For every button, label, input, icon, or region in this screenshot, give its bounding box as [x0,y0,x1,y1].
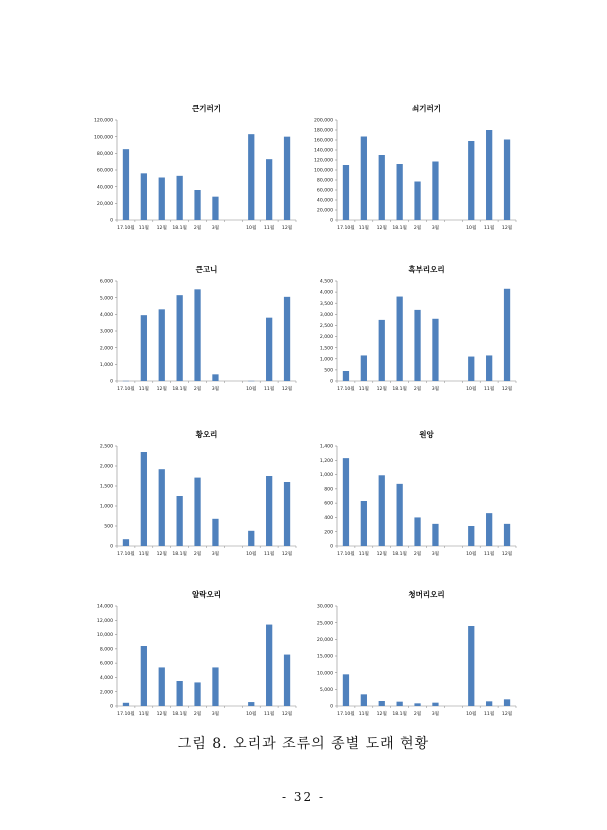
x-tick-label: 3월 [431,387,440,392]
x-tick-label: 11월 [138,552,149,557]
chart-title: 쇠기러기 [412,104,441,113]
bar [194,682,200,706]
bar [159,178,165,221]
y-tick-label: 100,000 [94,135,113,141]
y-tick-label: 1,000 [99,504,113,510]
y-tick-label: 1,000 [319,357,333,363]
bar [266,625,272,706]
chart-8 [317,589,516,717]
x-tick-label: 12월 [281,226,293,231]
bar [432,703,438,706]
y-tick-label: 25,000 [316,621,333,627]
chart-title: 큰기러기 [192,104,221,113]
y-tick-label: 6,000 [99,279,113,285]
bar [159,309,165,381]
x-tick-label: 12월 [501,712,513,717]
x-tick-label: 11월 [264,552,275,557]
bar [141,315,147,381]
bar [141,173,147,220]
x-tick-label: 11월 [484,552,495,557]
bar [397,164,403,220]
bar [343,165,349,220]
y-tick-label: 1,000 [99,362,113,368]
x-tick-label: 18.1월 [392,712,407,717]
y-tick-label: 8,000 [99,647,113,653]
x-tick-label: 11월 [358,712,369,717]
y-tick-label: 20,000 [96,201,113,207]
y-tick-label: 120,000 [314,158,333,164]
x-tick-label: 12월 [156,552,167,557]
bar [248,702,254,706]
bar [141,646,147,706]
chart-title: 알락오리 [192,590,221,599]
bar [361,355,367,381]
x-tick-label: 11월 [138,226,149,231]
x-tick-label: 12월 [281,387,293,392]
y-tick-label: 6,000 [99,661,113,667]
x-tick-label: 17.10월 [117,712,135,717]
bar [468,526,474,546]
x-tick-label: 12월 [281,552,293,557]
x-tick-label: 18.1월 [392,552,407,557]
y-tick-label: 80,000 [96,151,113,157]
bar [414,182,420,221]
x-tick-label: 11월 [484,387,495,392]
x-tick-label: 10월 [246,387,257,392]
x-tick-label: 3월 [211,552,220,557]
x-tick-label: 18.1월 [172,387,187,392]
x-tick-label: 12월 [156,387,167,392]
y-tick-label: 120,000 [94,118,113,124]
y-tick-label: 5,000 [319,687,333,693]
bar [212,374,218,381]
bar [177,295,183,381]
x-tick-label: 2월 [413,226,422,231]
bar [397,484,403,546]
bar [414,310,420,381]
y-tick-label: 0 [110,379,113,385]
y-tick-label: 0 [110,704,113,710]
x-tick-label: 3월 [211,387,220,392]
y-tick-label: 15,000 [316,654,333,660]
bar [361,501,367,546]
bar [343,674,349,706]
y-tick-label: 10,000 [316,671,333,677]
x-tick-label: 12월 [501,226,513,231]
bar [432,319,438,381]
bar [486,130,492,220]
x-tick-label: 18.1월 [172,712,187,717]
y-tick-label: 140,000 [314,148,333,154]
page-number: - 32 - [281,790,325,804]
y-tick-label: 14,000 [96,604,113,610]
y-tick-label: 0 [330,379,333,385]
bar [468,141,474,220]
x-tick-label: 10월 [246,712,257,717]
bar [397,702,403,706]
y-tick-label: 10,000 [96,633,113,639]
x-tick-label: 11월 [358,387,369,392]
bar [361,137,367,221]
y-tick-label: 0 [330,218,333,224]
bar [266,318,272,381]
chart-5 [100,429,296,557]
x-tick-label: 10월 [466,226,477,231]
y-tick-label: 400 [324,516,333,522]
x-tick-label: 12월 [376,552,387,557]
x-tick-label: 11월 [358,226,369,231]
x-tick-label: 3월 [431,226,440,231]
bar [486,355,492,381]
bar [159,469,165,546]
y-tick-label: 180,000 [314,128,333,134]
y-tick-label: 20,000 [316,637,333,643]
x-tick-label: 2월 [193,712,202,717]
y-tick-label: 5,000 [99,296,113,302]
x-tick-label: 11월 [264,712,275,717]
y-tick-label: 2,500 [99,444,113,450]
x-tick-label: 17.10월 [337,226,355,231]
x-tick-label: 12월 [376,712,387,717]
y-tick-label: 100,000 [314,168,333,174]
x-tick-label: 11월 [138,712,149,717]
x-tick-label: 2월 [193,387,202,392]
bar [432,524,438,546]
x-tick-label: 12월 [156,226,167,231]
x-tick-label: 10월 [246,226,257,231]
bar [141,452,147,546]
x-tick-label: 11월 [264,226,275,231]
x-tick-label: 10월 [246,552,257,557]
y-tick-label: 200 [324,530,333,536]
chart-title: 황오리 [195,430,218,439]
bar [248,531,254,546]
bar [343,371,349,381]
bar [123,539,129,546]
bar [343,458,349,546]
x-tick-label: 17.10월 [337,712,355,717]
x-tick-label: 11월 [484,712,495,717]
chart-title: 청머리오리 [408,590,445,599]
x-tick-label: 17.10월 [117,552,135,557]
y-tick-label: 1,200 [319,458,333,464]
bar [432,162,438,221]
y-tick-label: 60,000 [96,168,113,174]
y-tick-label: 4,500 [319,279,333,285]
bar [248,134,254,220]
y-tick-label: 1,400 [319,444,333,450]
bar [159,667,165,706]
x-tick-label: 2월 [413,712,422,717]
x-tick-label: 18.1월 [392,387,407,392]
x-tick-label: 12월 [501,552,513,557]
bar [266,159,272,220]
y-tick-label: 20,000 [316,208,333,214]
y-tick-label: 1,000 [319,473,333,479]
bar [414,517,420,546]
bar [468,626,474,706]
y-tick-label: 40,000 [96,185,113,191]
bar [468,357,474,381]
bar [284,137,290,220]
bar [361,694,367,706]
bar [194,478,200,546]
y-tick-label: 600 [324,501,333,507]
x-tick-label: 3월 [211,226,220,231]
bar [284,482,290,546]
bar [212,667,218,706]
y-tick-label: 800 [324,487,333,493]
y-tick-label: 1,500 [99,484,113,490]
bar [123,149,129,220]
bar [504,699,510,706]
chart-1 [94,103,296,231]
x-tick-label: 11월 [484,226,495,231]
bar [414,703,420,706]
y-tick-label: 12,000 [96,618,113,624]
x-tick-label: 17.10월 [337,387,355,392]
x-tick-label: 10월 [466,712,477,717]
y-tick-label: 2,000 [319,335,333,341]
chart-7 [97,589,296,717]
y-tick-label: 0 [110,544,113,550]
y-tick-label: 3,500 [319,301,333,307]
bar [486,513,492,546]
y-tick-label: 4,000 [99,312,113,318]
chart-6 [320,429,516,557]
x-tick-label: 17.10월 [117,226,135,231]
x-tick-label: 12월 [156,712,167,717]
y-tick-label: 0 [330,544,333,550]
y-tick-label: 4,000 [319,290,333,296]
x-tick-label: 12월 [376,387,387,392]
x-tick-label: 2월 [413,552,422,557]
figure-caption: 그림 8. 오리과 조류의 종별 도래 현황 [177,736,430,752]
x-tick-label: 3월 [431,712,440,717]
bar [504,289,510,381]
y-tick-label: 0 [110,218,113,224]
bar [284,297,290,381]
y-tick-label: 200,000 [314,118,333,124]
x-tick-label: 12월 [501,387,513,392]
x-tick-label: 10월 [466,387,477,392]
y-tick-label: 40,000 [316,198,333,204]
bar [486,701,492,706]
y-tick-label: 0 [330,704,333,710]
bar [212,197,218,220]
chart-2 [314,103,516,231]
y-tick-label: 2,000 [99,690,113,696]
chart-4 [320,264,516,392]
y-tick-label: 160,000 [314,138,333,144]
y-tick-label: 4,000 [99,676,113,682]
bar [177,176,183,220]
bar [266,476,272,546]
bar [177,681,183,706]
x-tick-label: 12월 [281,712,293,717]
chart-3 [100,264,296,392]
bar [177,496,183,546]
y-tick-label: 30,000 [316,604,333,610]
bar [212,519,218,546]
y-tick-label: 500 [104,524,113,530]
y-tick-label: 80,000 [316,178,333,184]
bar [194,190,200,220]
chart-title: 큰고니 [195,265,218,274]
y-tick-label: 3,000 [99,329,113,335]
x-tick-label: 2월 [193,552,202,557]
x-tick-label: 11월 [138,387,149,392]
x-tick-label: 2월 [413,387,422,392]
bar [284,655,290,706]
x-tick-label: 10월 [466,552,477,557]
bar [397,297,403,381]
x-tick-label: 18.1월 [392,226,407,231]
x-tick-label: 11월 [358,552,369,557]
y-tick-label: 2,000 [99,346,113,352]
x-tick-label: 3월 [211,712,220,717]
x-tick-label: 18.1월 [172,226,187,231]
y-tick-label: 500 [324,368,333,374]
bar [194,289,200,381]
x-tick-label: 17.10월 [337,552,355,557]
y-tick-label: 1,500 [319,346,333,352]
bar [379,320,385,381]
y-tick-label: 3,000 [319,312,333,318]
chart-title: 원앙 [419,430,434,439]
bar [504,140,510,221]
y-tick-label: 60,000 [316,188,333,194]
x-tick-label: 18.1월 [172,552,187,557]
y-tick-label: 2,500 [319,324,333,330]
bar [379,155,385,220]
chart-title: 흑부리오리 [408,265,445,274]
x-tick-label: 3월 [431,552,440,557]
x-tick-label: 17.10월 [117,387,135,392]
x-tick-label: 11월 [264,387,275,392]
bar [504,524,510,546]
bar [379,475,385,546]
x-tick-label: 12월 [376,226,387,231]
x-tick-label: 2월 [193,226,202,231]
bar [123,703,129,706]
y-tick-label: 2,000 [99,464,113,470]
bar [379,701,385,706]
